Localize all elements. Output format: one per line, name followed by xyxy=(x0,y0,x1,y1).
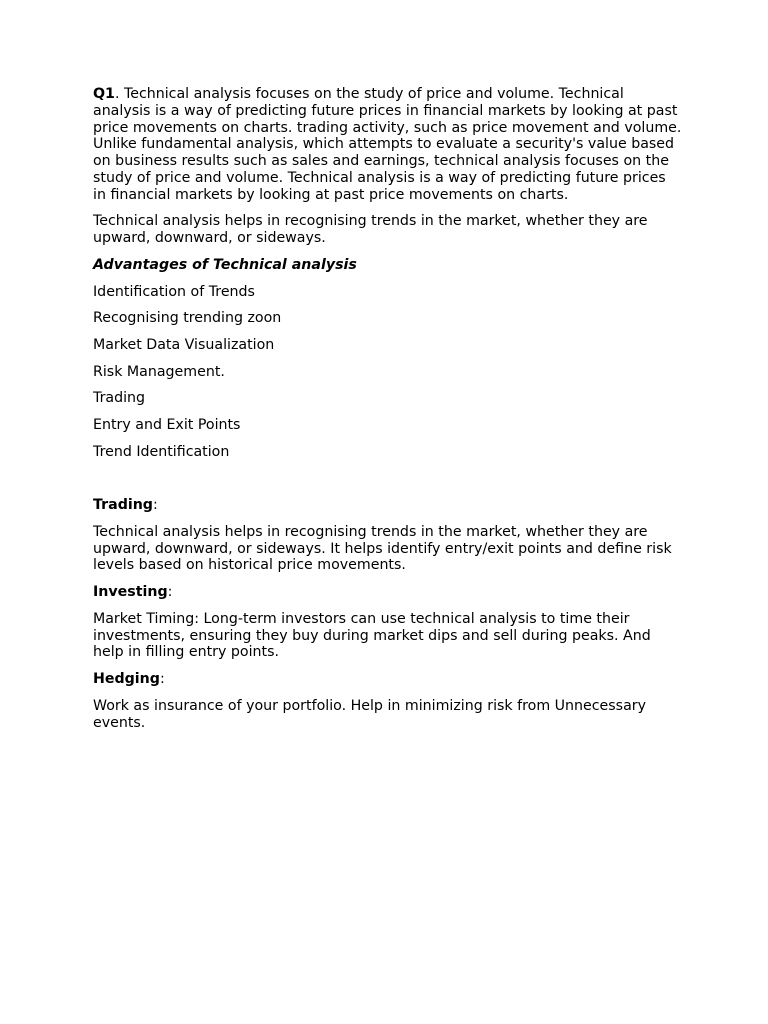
list-item: Entry and Exit Points xyxy=(93,417,241,434)
section-body-hedging: Work as insurance of your portfolio. Help in minimizing risk from Unnecessary events. xyxy=(93,697,646,731)
trend-paragraph: Technical analysis helps in recognising trends in the market, whether they are upward, downward, or sideways. xyxy=(93,213,648,247)
blank-line xyxy=(93,470,683,497)
intro-paragraph xyxy=(93,86,683,204)
document-page xyxy=(93,86,683,741)
list-item: Identification of Trends xyxy=(93,283,255,300)
section-heading-investing: Investing: xyxy=(93,584,173,601)
advantages-heading: Advantages of Technical analysis xyxy=(93,256,357,273)
list-item: Market Data Visualization xyxy=(93,337,275,354)
section-body-investing: Market Timing: Long-term investors can use technical analysis to time their investments, ensuring they buy during market dips and sell during peaks. And help in filling entry points. xyxy=(93,610,651,661)
list-item: Trend Identification xyxy=(93,443,230,460)
section-heading-hedging: Hedging: xyxy=(93,671,165,688)
question-label: Q1 xyxy=(93,86,115,102)
list-item: Trading xyxy=(93,390,146,407)
list-item: Recognising trending zoon xyxy=(93,310,282,327)
section-body-trading: Technical analysis helps in recognising trends in the market, whether they are upward, downward, or sideways. It helps identify entry/exit points and define risk levels based on historical price movements. xyxy=(93,523,672,574)
intro-text: . Technical analysis focuses on the study of price and volume. Technical analysis is a way of predicting future prices in financial markets by looking at past price movements on charts. trading activity, such as price movement and volume. Unlike fundamental analysis, which attempts to evaluate a security's value based on business results such as sales and earnings, technical analysis focuses on the study of price and volume. Technical analysis is a way of predicting future prices in financial markets by looking at past price movements on charts. xyxy=(93,86,682,203)
section-heading-trading: Trading: xyxy=(93,497,158,514)
list-item: Risk Management. xyxy=(93,363,225,380)
